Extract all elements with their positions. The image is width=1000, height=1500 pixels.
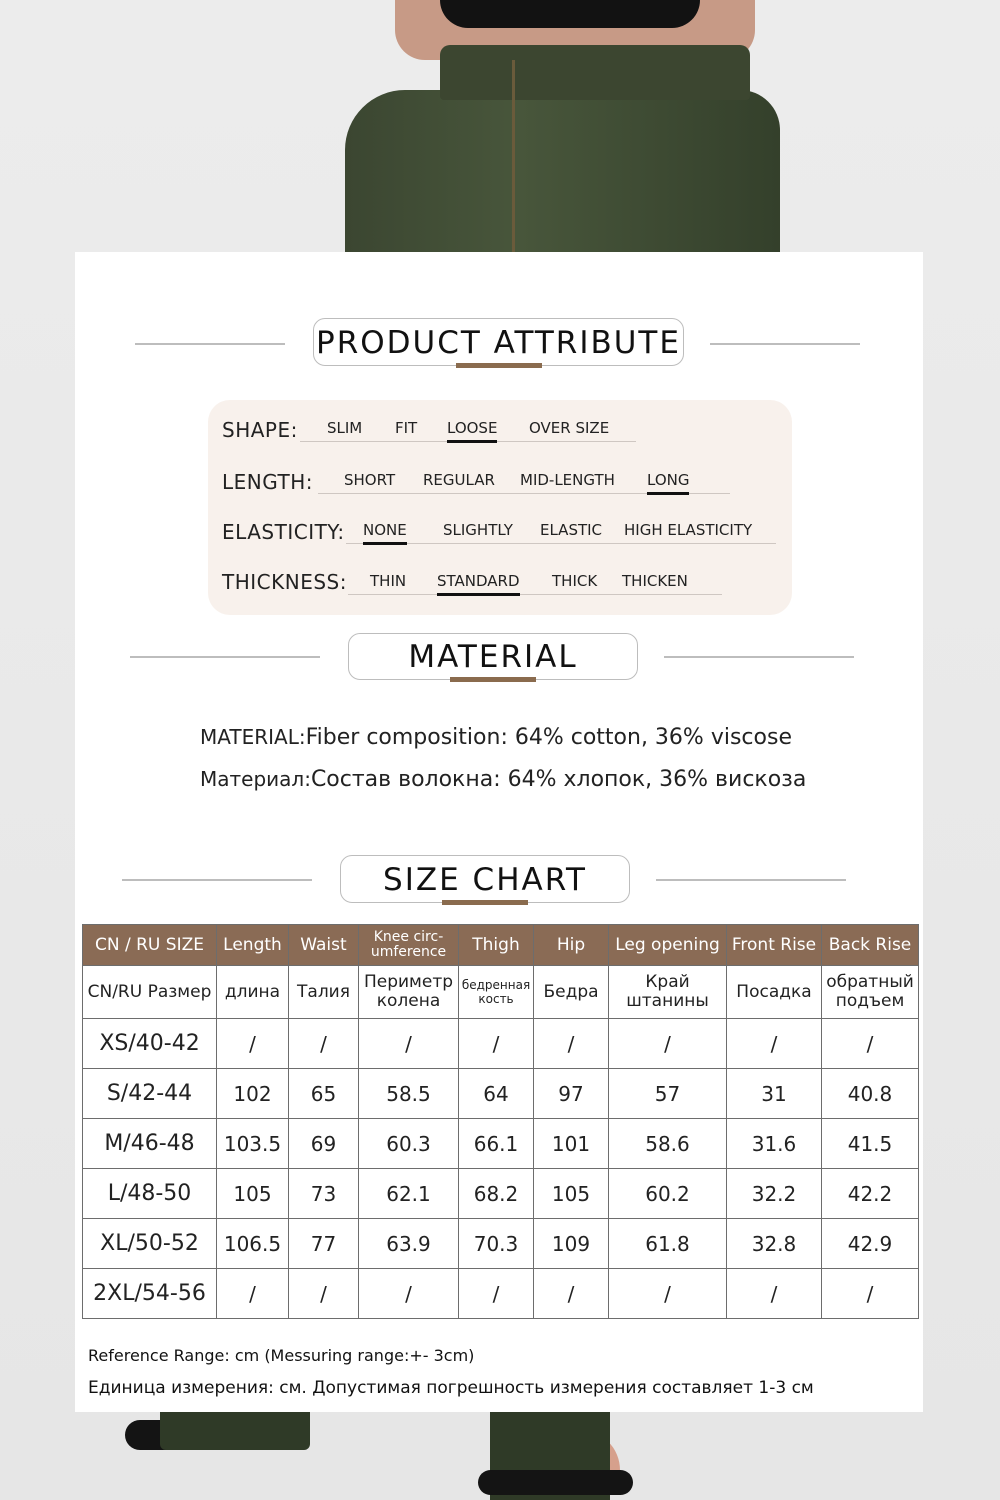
size-note-ru: Единица измерения: см. Допустимая погрешность измерения составляет 1-3 см [88, 1378, 814, 1398]
divider-line [122, 879, 312, 881]
size-cell: / [459, 1019, 534, 1069]
size-cell: 61.8 [609, 1219, 727, 1269]
size-cell: 58.6 [609, 1119, 727, 1169]
size-cell: 64 [459, 1069, 534, 1119]
attribute-option: MID-LENGTH [520, 471, 615, 489]
size-header-ru: Талия [289, 966, 359, 1019]
size-cell: 70.3 [459, 1219, 534, 1269]
option-baseline [346, 543, 776, 544]
size-cell: 60.3 [359, 1119, 459, 1169]
title-underline [442, 900, 528, 905]
size-header-en: Knee circ-umference [359, 925, 459, 966]
attribute-option-selected: NONE [363, 521, 407, 539]
size-cell: / [609, 1019, 727, 1069]
size-header-en: Leg opening [609, 925, 727, 966]
attribute-label: SHAPE: [222, 418, 298, 442]
size-cell: 105 [217, 1169, 289, 1219]
size-chart-title [340, 855, 630, 903]
size-row [83, 1269, 919, 1319]
size-cell: 31.6 [727, 1119, 822, 1169]
size-cell: 57 [609, 1069, 727, 1119]
product-attribute-title [313, 318, 684, 366]
size-cell: 42.2 [822, 1169, 919, 1219]
header-row-ru [83, 966, 919, 1019]
product-attribute-title-text: PRODUCT ATTRIBUTE [316, 325, 681, 361]
attribute-label: LENGTH: [222, 470, 314, 494]
size-cell: / [217, 1019, 289, 1069]
size-header-ru: Край штанины [609, 966, 727, 1019]
selected-underline [437, 593, 520, 596]
size-cell: 32.8 [727, 1219, 822, 1269]
size-cell: / [822, 1269, 919, 1319]
attribute-option: THICK [552, 572, 598, 590]
size-header-en: CN / RU SIZE [83, 925, 217, 966]
size-cell: 58.5 [359, 1069, 459, 1119]
size-row [83, 1219, 919, 1269]
title-underline [450, 677, 536, 682]
size-cell: / [534, 1269, 609, 1319]
size-cell: 103.5 [217, 1119, 289, 1169]
size-cell: 63.9 [359, 1219, 459, 1269]
size-cell-label: XL/50-52 [83, 1219, 217, 1269]
attribute-label: ELASTICITY: [222, 520, 345, 544]
attribute-option: SHORT [344, 471, 396, 489]
size-cell: 73 [289, 1169, 359, 1219]
material-title-text: MATERIAL [408, 639, 578, 675]
size-chart-title-text: SIZE CHART [383, 862, 587, 898]
attribute-option: HIGH ELASTICITY [624, 521, 753, 539]
attribute-option: SLIGHTLY [443, 521, 513, 539]
size-cell: / [609, 1269, 727, 1319]
size-header-ru: бедренная кость [459, 966, 534, 1019]
size-cell: 42.9 [822, 1219, 919, 1269]
attribute-option-selected: STANDARD [437, 572, 520, 590]
attribute-option: SLIM [327, 419, 363, 437]
attribute-option: THIN [370, 572, 407, 590]
sandal-right [478, 1470, 633, 1495]
size-cell: / [359, 1019, 459, 1069]
size-cell: 106.5 [217, 1219, 289, 1269]
size-header-ru: обратный подъем [822, 966, 919, 1019]
material-en-label: MATERIAL: [200, 725, 306, 749]
model-pants [345, 90, 780, 260]
divider-line [135, 343, 285, 345]
size-cell: 31 [727, 1069, 822, 1119]
size-header-ru: Посадка [727, 966, 822, 1019]
size-cell: / [822, 1019, 919, 1069]
material-en-text: Fiber composition: 64% cotton, 36% viscose [305, 725, 792, 750]
size-cell-label: L/48-50 [83, 1169, 217, 1219]
size-cell: 41.5 [822, 1119, 919, 1169]
size-cell: / [359, 1269, 459, 1319]
material-en [200, 725, 792, 750]
selected-underline [447, 440, 497, 443]
header-row-en [83, 925, 919, 966]
material-ru-label: Материал: [200, 767, 311, 791]
size-header-en: Back Rise [822, 925, 919, 966]
size-cell-label: S/42-44 [83, 1069, 217, 1119]
size-row [83, 1169, 919, 1219]
size-header-en: Hip [534, 925, 609, 966]
size-cell: 102 [217, 1069, 289, 1119]
size-cell: / [459, 1269, 534, 1319]
size-cell-label: M/46-48 [83, 1119, 217, 1169]
size-header-en: Thigh [459, 925, 534, 966]
attribute-option-selected: LOOSE [447, 419, 498, 437]
size-cell: 109 [534, 1219, 609, 1269]
material-title [348, 633, 638, 680]
size-cell: 66.1 [459, 1119, 534, 1169]
size-cell: 32.2 [727, 1169, 822, 1219]
material-ru-text: Состав волокна: 64% хлопок, 36% вискоза [310, 767, 807, 792]
size-cell: 97 [534, 1069, 609, 1119]
attribute-option: THICKEN [622, 572, 688, 590]
size-cell-label: XS/40-42 [83, 1019, 217, 1069]
title-underline [456, 363, 542, 368]
size-table [82, 924, 919, 1319]
size-row [83, 1119, 919, 1169]
attribute-option: REGULAR [423, 471, 495, 489]
size-cell: 40.8 [822, 1069, 919, 1119]
size-cell: / [727, 1269, 822, 1319]
size-cell: 105 [534, 1169, 609, 1219]
size-cell: 60.2 [609, 1169, 727, 1219]
selected-underline [363, 542, 407, 545]
attribute-option: OVER SIZE [529, 419, 610, 437]
size-cell: 62.1 [359, 1169, 459, 1219]
size-header-ru: Периметр колена [359, 966, 459, 1019]
size-cell-label: 2XL/54-56 [83, 1269, 217, 1319]
size-cell: 68.2 [459, 1169, 534, 1219]
size-header-en: Length [217, 925, 289, 966]
size-header-en: Waist [289, 925, 359, 966]
size-cell: / [727, 1019, 822, 1069]
size-header-en: Front Rise [727, 925, 822, 966]
attribute-label: THICKNESS: [222, 570, 347, 594]
size-cell: / [534, 1019, 609, 1069]
selected-underline [647, 492, 689, 495]
material-ru [200, 767, 806, 792]
attribute-option-selected: LONG [647, 471, 690, 489]
size-cell: 77 [289, 1219, 359, 1269]
size-cell: 69 [289, 1119, 359, 1169]
size-header-ru: Бедра [534, 966, 609, 1019]
size-header-ru: CN/RU Размер [83, 966, 217, 1019]
pants-waistband [440, 45, 750, 100]
model-top [440, 0, 700, 28]
size-cell: / [289, 1269, 359, 1319]
size-cell: / [289, 1019, 359, 1069]
size-cell: 65 [289, 1069, 359, 1119]
size-cell: 101 [534, 1119, 609, 1169]
divider-line [710, 343, 860, 345]
option-baseline [348, 594, 722, 595]
size-cell: / [217, 1269, 289, 1319]
size-note-en: Reference Range: cm (Messuring range:+- 3cm) [88, 1346, 475, 1365]
divider-line [656, 879, 846, 881]
attribute-option: FIT [395, 419, 418, 437]
size-row [83, 1019, 919, 1069]
divider-line [664, 656, 854, 658]
attribute-option: ELASTIC [540, 521, 603, 539]
size-header-ru: длина [217, 966, 289, 1019]
divider-line [130, 656, 320, 658]
drawstring [512, 60, 515, 260]
size-row [83, 1069, 919, 1119]
